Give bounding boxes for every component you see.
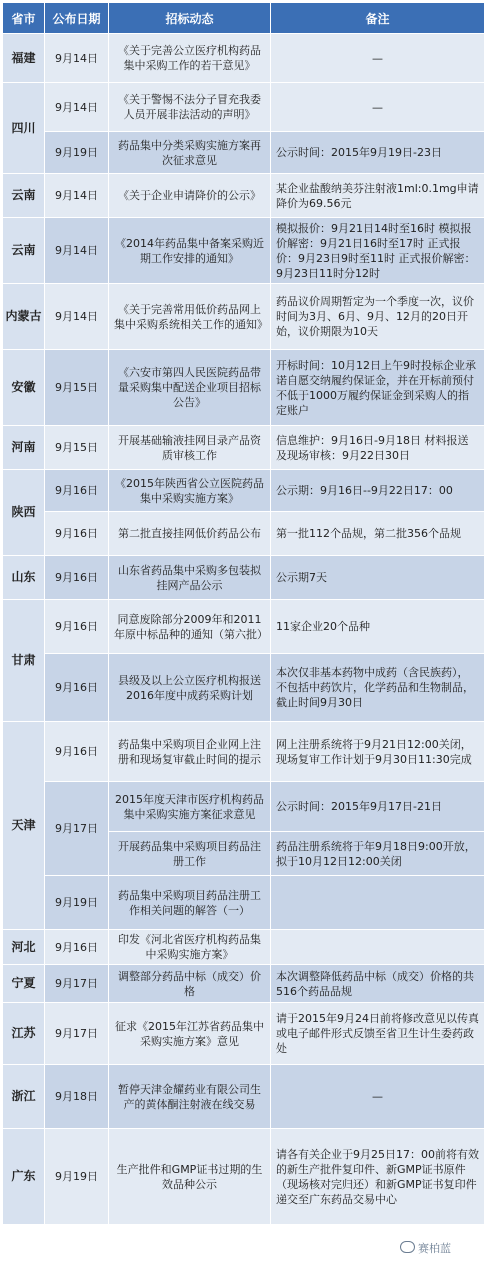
province-cell: 云南 <box>3 218 45 284</box>
province-cell: 宁夏 <box>3 965 45 1003</box>
table-row <box>3 556 485 600</box>
date-cell: 9月17日 <box>45 965 109 1003</box>
title-cell[interactable]: 开展药品集中采购项目药品注册工作 <box>109 832 271 876</box>
table-row <box>3 1065 485 1129</box>
header-remarks: 备注 <box>271 3 485 34</box>
date-cell: 9月16日 <box>45 600 109 654</box>
note-cell: 公示期：9月16日--9月22日17：00 <box>271 470 485 512</box>
date-cell: 9月16日 <box>45 722 109 782</box>
table-row <box>3 930 485 965</box>
date-cell: 9月14日 <box>45 83 109 132</box>
note-cell: 第一批112个品规，第二批356个品规 <box>271 512 485 556</box>
province-cell: 河南 <box>3 426 45 470</box>
table-row <box>3 512 485 556</box>
title-cell[interactable]: 暂停天津金耀药业有限公司生产的黄体酮注射液在线交易 <box>109 1065 271 1129</box>
province-cell: 四川 <box>3 83 45 174</box>
table-row <box>3 782 485 832</box>
province-cell: 江苏 <box>3 1003 45 1065</box>
note-cell: — <box>271 1065 485 1129</box>
province-cell: 内蒙古 <box>3 284 45 350</box>
date-cell: 9月15日 <box>45 426 109 470</box>
note-cell: 药品注册系统将于年9月18日9:00开放，拟于10月12日12:00关闭 <box>271 832 485 876</box>
bidding-news-table <box>2 2 485 1225</box>
title-cell[interactable]: 2015年度天津市医疗机构药品集中采购实施方案征求意见 <box>109 782 271 832</box>
date-cell: 9月14日 <box>45 34 109 83</box>
table-row <box>3 965 485 1003</box>
watermark-text: 赛柏蓝 <box>418 1242 451 1255</box>
note-cell: 公示时间：2015年9月17日-21日 <box>271 782 485 832</box>
table-row <box>3 470 485 512</box>
title-cell[interactable]: 药品集中采购项目药品注册工作相关问题的解答（一） <box>109 876 271 930</box>
watermark <box>400 1240 451 1256</box>
note-cell: 某企业盐酸纳美芬注射液1ml:0.1mg申请降价为69.56元 <box>271 174 485 218</box>
title-cell[interactable]: 药品集中采购项目企业网上注册和现场复审截止时间的提示 <box>109 722 271 782</box>
table-row <box>3 132 485 174</box>
header-date: 公布日期 <box>45 3 109 34</box>
title-cell[interactable]: 《关于完善常用低价药品网上集中采购系统相关工作的通知》 <box>109 284 271 350</box>
title-cell[interactable]: 同意废除部分2009年和2011年原中标品种的通知（第六批） <box>109 600 271 654</box>
province-cell: 河北 <box>3 930 45 965</box>
table-row <box>3 34 485 83</box>
title-cell[interactable]: 印发《河北省医疗机构药品集中采购实施方案》 <box>109 930 271 965</box>
note-cell: 公示期7天 <box>271 556 485 600</box>
province-cell: 山东 <box>3 556 45 600</box>
table-row <box>3 876 485 930</box>
bidding-table-container <box>2 2 484 1225</box>
note-cell: 开标时间：10月12日上午9时投标企业承诺自愿交纳履约保证金，并在开标前预付不低于1000万履约保证金到采购人的指定账户 <box>271 350 485 426</box>
province-cell: 云南 <box>3 174 45 218</box>
title-cell[interactable]: 《2014年药品集中备案采购近期工作安排的通知》 <box>109 218 271 284</box>
title-cell[interactable]: 开展基础输液挂网目录产品资质审核工作 <box>109 426 271 470</box>
note-cell: 请于2015年9月24日前将修改意见以传真或电子邮件形式反馈至省卫生计生委药政处 <box>271 1003 485 1065</box>
title-cell[interactable]: 生产批件和GMP证书过期的生效品种公示 <box>109 1129 271 1225</box>
note-cell: 信息维护：9月16日-9月18日 材料报送及现场审核：9月22日30日 <box>271 426 485 470</box>
title-cell[interactable]: 药品集中分类采购实施方案再次征求意见 <box>109 132 271 174</box>
note-cell <box>271 930 485 965</box>
table-row <box>3 284 485 350</box>
date-cell: 9月17日 <box>45 1003 109 1065</box>
province-cell: 浙江 <box>3 1065 45 1129</box>
date-cell: 9月16日 <box>45 654 109 722</box>
title-cell[interactable]: 山东省药品集中采购多包装拟挂网产品公示 <box>109 556 271 600</box>
province-cell: 福建 <box>3 34 45 83</box>
table-row <box>3 218 485 284</box>
title-cell[interactable]: 《六安市第四人民医院药品带量采购集中配送企业项目招标公告》 <box>109 350 271 426</box>
province-cell: 天津 <box>3 722 45 930</box>
date-cell: 9月16日 <box>45 930 109 965</box>
date-cell: 9月14日 <box>45 218 109 284</box>
province-cell: 甘肃 <box>3 600 45 722</box>
note-cell <box>271 876 485 930</box>
date-cell: 9月18日 <box>45 1065 109 1129</box>
note-cell: 网上注册系统将于9月21日12:00关闭，现场复审工作计划于9月30日11:30完成 <box>271 722 485 782</box>
note-cell: 请各有关企业于9月25日17：00前将有效的新生产批件复印件、新GMP证书原件（现场核对完归还）和新GMP证书复印件递交至广东药品交易中心 <box>271 1129 485 1225</box>
note-cell: 本次仅非基本药物中成药（含民族药），不包括中药饮片，化学药品和生物制品，截止时间9月30日 <box>271 654 485 722</box>
table-row <box>3 1129 485 1225</box>
wechat-icon <box>400 1241 415 1253</box>
note-cell: 本次调整降低药品中标（成交）价格的共516个药品品规 <box>271 965 485 1003</box>
table-row <box>3 426 485 470</box>
title-cell[interactable]: 《关于企业申请降价的公示》 <box>109 174 271 218</box>
date-cell: 9月14日 <box>45 284 109 350</box>
table-row <box>3 174 485 218</box>
note-cell: 11家企业20个品种 <box>271 600 485 654</box>
table-row <box>3 722 485 782</box>
date-cell: 9月19日 <box>45 876 109 930</box>
title-cell[interactable]: 调整部分药品中标（成交）价格 <box>109 965 271 1003</box>
title-cell[interactable]: 第二批直接挂网低价药品公布 <box>109 512 271 556</box>
title-cell[interactable]: 县级及以上公立医疗机构报送2016年度中成药采购计划 <box>109 654 271 722</box>
table-header-row <box>3 3 485 34</box>
title-cell[interactable]: 《关于警惕不法分子冒充我委人员开展非法活动的声明》 <box>109 83 271 132</box>
note-cell: 模拟报价：9月21日14时至16时 模拟报价解密：9月21日16时至17时 正式报价：9月23日9时至11时 正式报价解密：9月23日11时分12时 <box>271 218 485 284</box>
date-cell: 9月19日 <box>45 132 109 174</box>
date-cell: 9月16日 <box>45 470 109 512</box>
date-cell: 9月16日 <box>45 512 109 556</box>
title-cell[interactable]: 《2015年陕西省公立医院药品集中采购实施方案》 <box>109 470 271 512</box>
province-cell: 广东 <box>3 1129 45 1225</box>
table-row <box>3 654 485 722</box>
date-cell: 9月14日 <box>45 174 109 218</box>
province-cell: 陕西 <box>3 470 45 556</box>
note-cell: 药品议价周期暂定为一个季度一次，议价时间为3月、6月、9月、12月的20日开始，议价期限为10天 <box>271 284 485 350</box>
table-row <box>3 83 485 132</box>
note-cell: — <box>271 83 485 132</box>
table-row <box>3 350 485 426</box>
header-bidding-news: 招标动态 <box>109 3 271 34</box>
date-cell: 9月16日 <box>45 556 109 600</box>
date-cell: 9月15日 <box>45 350 109 426</box>
date-cell: 9月17日 <box>45 782 109 876</box>
title-cell[interactable]: 征求《2015年江苏省药品集中采购实施方案》意见 <box>109 1003 271 1065</box>
note-cell: 公示时间：2015年9月19日-23日 <box>271 132 485 174</box>
table-row <box>3 1003 485 1065</box>
note-cell: — <box>271 34 485 83</box>
province-cell: 安徽 <box>3 350 45 426</box>
date-cell: 9月19日 <box>45 1129 109 1225</box>
header-province: 省市 <box>3 3 45 34</box>
title-cell[interactable]: 《关于完善公立医疗机构药品集中采购工作的若干意见》 <box>109 34 271 83</box>
table-row <box>3 600 485 654</box>
